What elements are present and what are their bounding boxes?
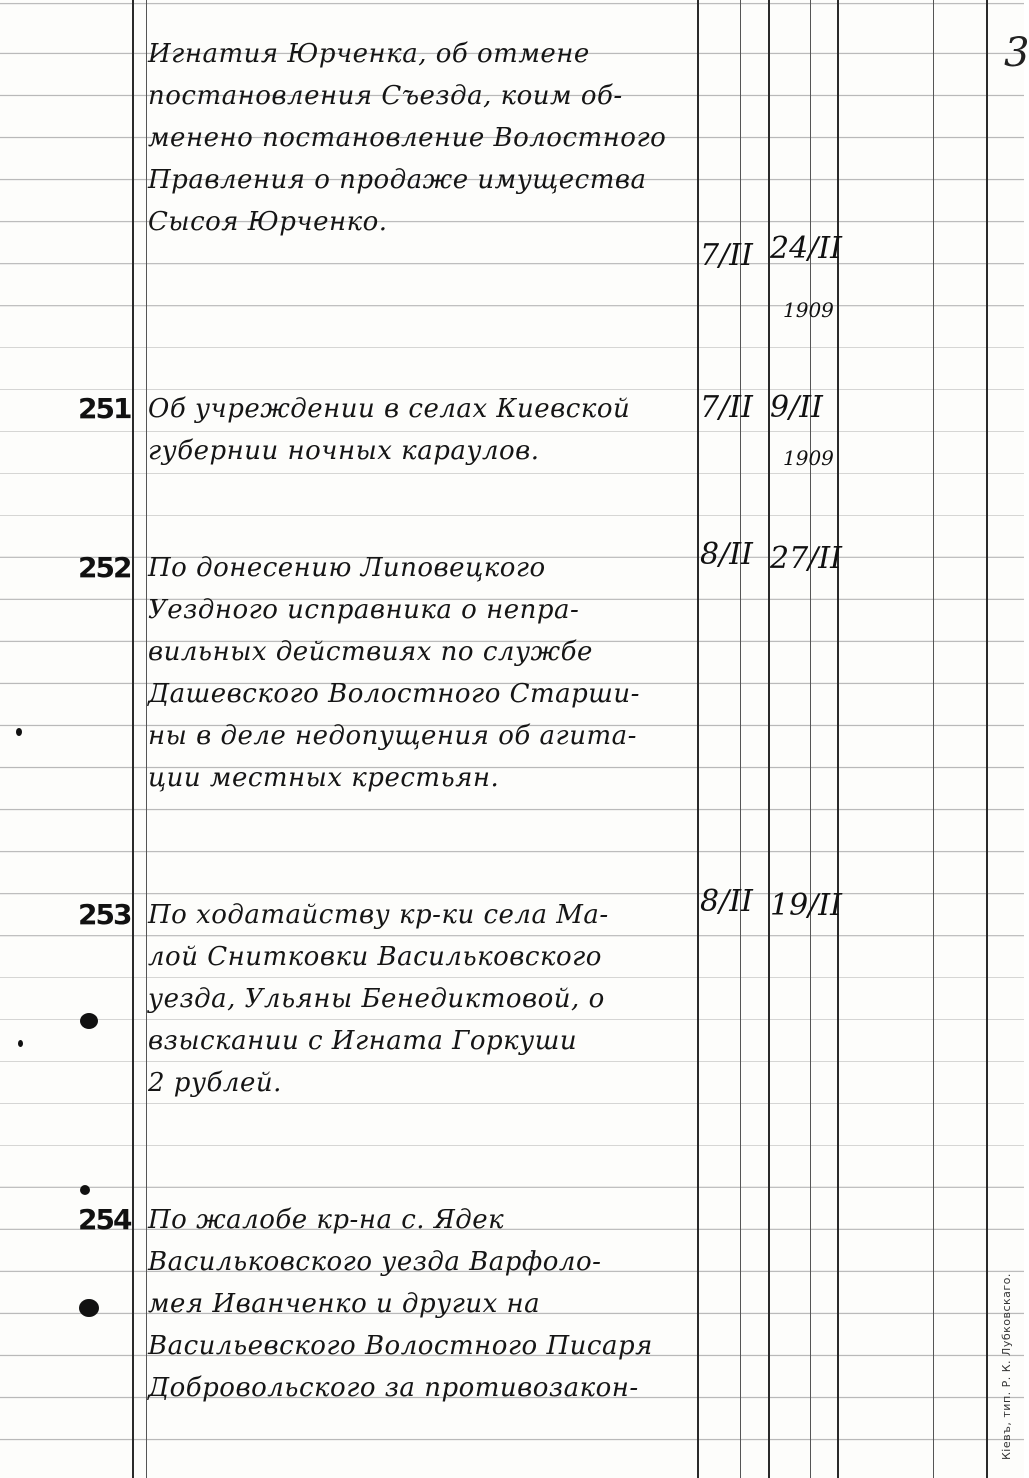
entry-line: Правления о продаже имущества xyxy=(148,165,647,195)
entry-line: Об учреждении в селах Киевской xyxy=(148,394,631,424)
column-rule-margin xyxy=(986,0,988,1478)
entry-line: 2 рублей. xyxy=(148,1068,282,1098)
entry-line: Добровольского за противозакон- xyxy=(148,1373,639,1403)
entry-line: Дашевского Волостного Старши- xyxy=(148,679,640,709)
entry-line: менено постановление Волостного xyxy=(148,123,667,153)
entry-text xyxy=(148,547,696,799)
received-date: 7/II xyxy=(700,238,753,273)
ink-speck xyxy=(16,728,22,736)
entry-number: 252 xyxy=(78,551,131,584)
entry-text xyxy=(148,388,696,472)
entry-line: лой Снитковки Васильковского xyxy=(148,942,602,972)
column-rule-out-date xyxy=(768,0,770,1478)
entry-line: По жалобе кр-на с. Ядек xyxy=(148,1205,505,1235)
dispatched-date: 19/II xyxy=(770,888,842,923)
received-date: 8/II xyxy=(700,537,753,572)
entry-line: ны в деле недопущения об агита- xyxy=(148,721,637,751)
entry-text xyxy=(148,894,696,1104)
year: 1909 xyxy=(783,446,834,470)
entry-number: 254 xyxy=(78,1203,131,1236)
column-rule-out-date-inner xyxy=(810,0,811,1478)
entry-number: 251 xyxy=(78,392,131,425)
entry-text xyxy=(148,33,696,243)
ink-speck xyxy=(80,1185,90,1195)
entry-line: Васильевского Волостного Писаря xyxy=(148,1331,653,1361)
entry-line: Игнатия Юрченка, об отмене xyxy=(148,39,590,69)
entry-line: ции местных крестьян. xyxy=(148,763,500,793)
column-rule-notes-inner xyxy=(933,0,934,1478)
entry-text xyxy=(148,1199,696,1409)
page-mark: 3 xyxy=(1004,30,1029,76)
received-date: 8/II xyxy=(700,884,753,919)
entry-line: вильных действиях по службе xyxy=(148,637,593,667)
column-rule-in-date-inner xyxy=(740,0,741,1478)
entry-number: 253 xyxy=(78,898,131,931)
entry-line: постановления Съезда, коим об- xyxy=(148,81,623,111)
entry-line: Сысоя Юрченко. xyxy=(148,207,388,237)
entry-line: губернии ночных караулов. xyxy=(148,436,540,466)
year: 1909 xyxy=(783,298,834,322)
column-rule-notes xyxy=(837,0,839,1478)
ink-blot xyxy=(80,1013,98,1029)
received-date: 7/II xyxy=(700,390,753,425)
column-rule-in-date xyxy=(697,0,699,1478)
entry-line: Уездного исправника о непра- xyxy=(148,595,580,625)
entry-line: По донесению Липовецкого xyxy=(148,553,546,583)
column-rule-text xyxy=(146,0,147,1478)
dispatched-date: 9/II xyxy=(770,390,823,425)
entry-line: уезда, Ульяны Бенедиктовой, о xyxy=(148,984,605,1014)
dispatched-date: 24/II xyxy=(770,231,842,266)
entry-line: По ходатайству кр-ки села Ма- xyxy=(148,900,609,930)
printer-imprint: Кіевъ, тип. Р. К. Лубковскаго. xyxy=(1000,1273,1013,1460)
entry-line: взыскании с Игната Горкуши xyxy=(148,1026,578,1056)
ink-speck xyxy=(18,1040,23,1047)
ink-blot xyxy=(79,1299,99,1317)
dispatched-date: 27/II xyxy=(770,541,842,576)
entry-line: мея Иванченко и других на xyxy=(148,1289,541,1319)
entry-line: Васильковского уезда Варфоло- xyxy=(148,1247,602,1277)
column-rule-number xyxy=(132,0,134,1478)
